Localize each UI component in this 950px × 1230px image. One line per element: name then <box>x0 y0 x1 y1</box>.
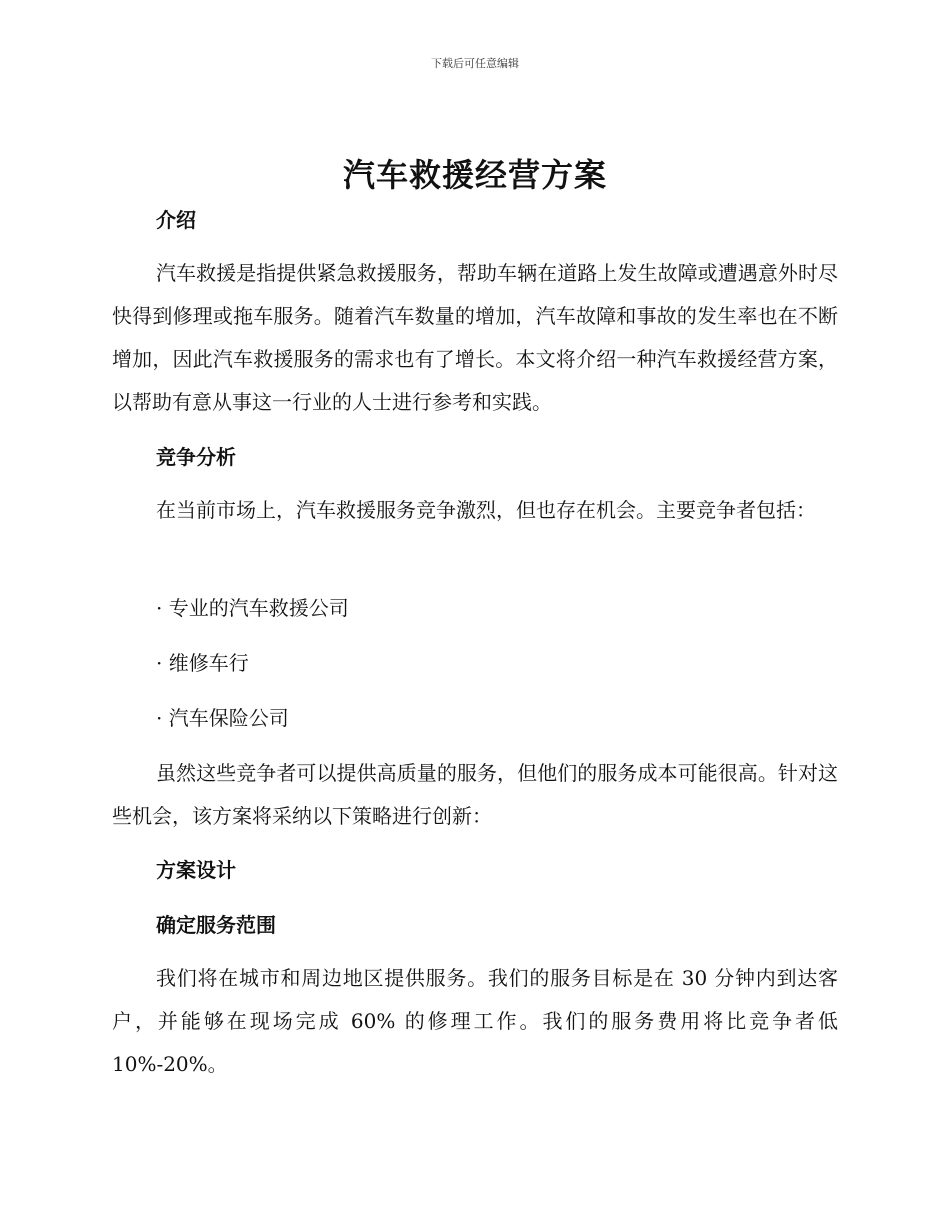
paragraph-competition: 在当前市场上，汽车救援服务竞争激烈，但也存在机会。主要竞争者包括： <box>156 498 816 522</box>
heading-design: 方案设计 <box>156 858 236 882</box>
heading-intro: 介绍 <box>156 208 196 232</box>
bullet-item-insurance-companies: · 汽车保险公司 <box>156 706 289 730</box>
bullet-item-repair-shops: · 维修车行 <box>156 651 249 675</box>
paragraph-intro: 汽车救援是指提供紧急救援服务，帮助车辆在道路上发生故障或遭遇意外时尽快得到修理或拖车服务。随着汽车数量的增加，汽车故障和事故的发生率也在不断增加，因此汽车救援服务的需求也有了增长。本文将介绍一种汽车救援经营方案，以帮助有意从事这一行业的人士进行参考和实践。 <box>112 261 838 414</box>
heading-competition: 竞争分析 <box>156 445 236 469</box>
bullet-item-rescue-companies: · 专业的汽车救援公司 <box>156 596 349 620</box>
header-note: 下载后可任意编辑 <box>431 57 519 70</box>
paragraph-competition-strategy: 虽然这些竞争者可以提供高质量的服务，但他们的服务成本可能很高。针对这些机会，该方案将采纳以下策略进行创新： <box>112 761 838 828</box>
subheading-service-scope: 确定服务范围 <box>156 913 276 937</box>
paragraph-service-scope: 我们将在城市和周边地区提供服务。我们的服务目标是在 30 分钟内到达客户，并能够在现场完成 60% 的修理工作。我们的服务费用将比竞争者低 10%-20%。 <box>112 966 838 1076</box>
document-title: 汽车救援经营方案 <box>342 156 607 194</box>
